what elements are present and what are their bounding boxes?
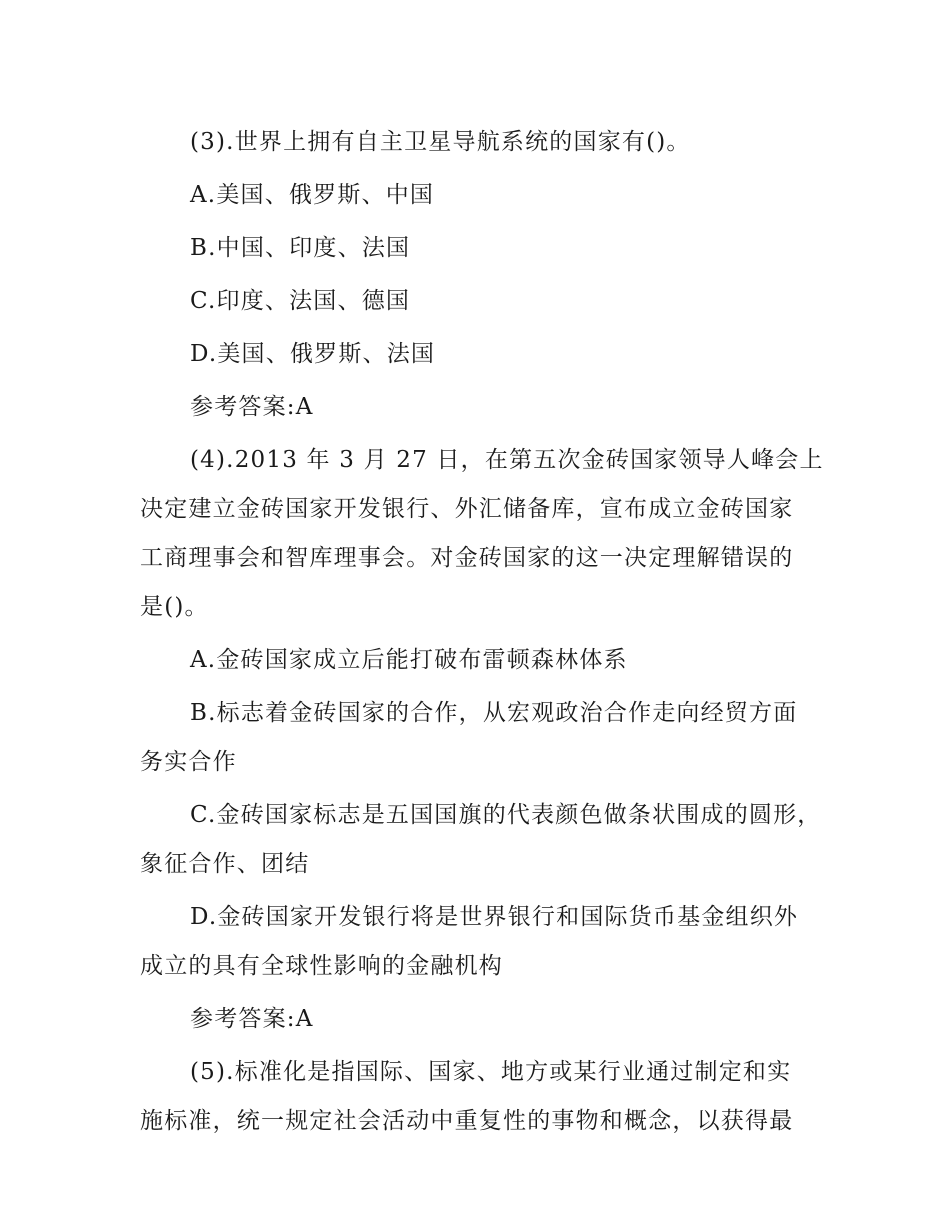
question-stem: (5).标准化是指国际、国家、地方或某行业通过制定和实: [190, 1059, 792, 1085]
question-5: [140, 1048, 815, 1146]
option-a: A.金砖国家成立后能打破布雷顿森林体系: [190, 647, 628, 673]
option-c: C.金砖国家标志是五国国旗的代表颜色做条状围成的圆形，: [190, 802, 822, 828]
option-b: B.标志着金砖国家的合作，从宏观政治合作走向经贸方面: [190, 700, 798, 726]
answer-text: 参考答案:A: [190, 1006, 314, 1032]
question-stem-continued: 工商理事会和智库理事会。对金砖国家的这一决定理解错误的: [140, 545, 794, 571]
option-a: A.美国、俄罗斯、中国: [190, 182, 435, 208]
question-stem-continued: 决定建立金砖国家开发银行、外汇储备库，宣布成立金砖国家: [140, 496, 794, 522]
question-4: [140, 436, 824, 1044]
option-c: C.印度、法国、德国: [190, 288, 411, 314]
question-stem-continued: 施标准，统一规定社会活动中重复性的事物和概念，以获得最: [140, 1108, 794, 1134]
option-b: B.中国、印度、法国: [190, 235, 411, 261]
option-d: D.金砖国家开发银行将是世界银行和国际货币基金组织外: [190, 904, 799, 930]
question-stem: (3).世界上拥有自主卫星导航系统的国家有()。: [190, 129, 691, 155]
question-stem-continued: 是()。: [140, 594, 209, 620]
document-page: [140, 118, 824, 1146]
option-c-continued: 象征合作、团结: [140, 851, 310, 877]
question-3: [140, 118, 815, 432]
option-b-continued: 务实合作: [140, 749, 237, 775]
option-d: D.美国、俄罗斯、法国: [190, 341, 436, 367]
option-d-continued: 成立的具有全球性影响的金融机构: [140, 953, 503, 979]
answer-text: 参考答案:A: [190, 394, 314, 420]
question-stem: (4).2013 年 3 月 27 日，在第五次金砖国家领导人峰会上: [190, 447, 824, 473]
